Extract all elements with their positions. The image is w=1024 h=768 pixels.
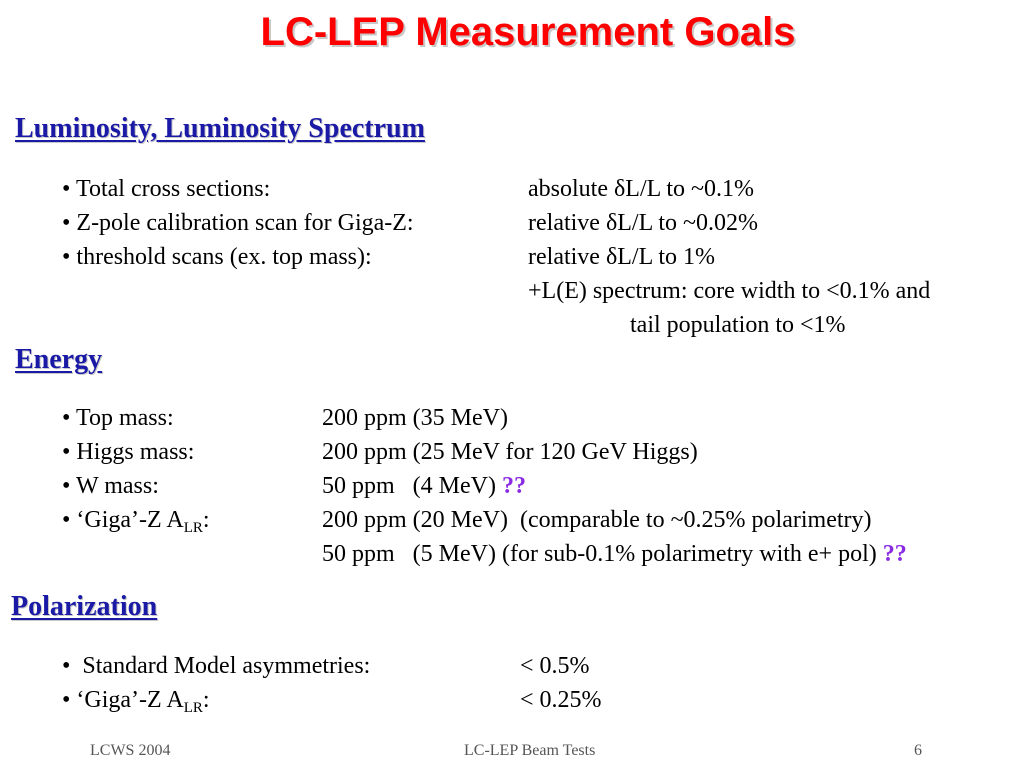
value-text: 50 ppm (5 MeV) (for sub-0.1% polarimetry with e+ pol) — [322, 541, 877, 567]
footer-center: LC-LEP Beam Tests — [464, 742, 596, 759]
page-number: 6 — [914, 742, 922, 759]
row-value: absolute δL/L to ~0.1% — [528, 176, 755, 202]
row-value — [322, 540, 907, 568]
row-label: • Higgs mass: — [62, 439, 195, 465]
energy-heading: Energy — [15, 344, 103, 375]
luminosity-heading: Luminosity, Luminosity Spectrum — [15, 113, 425, 144]
row-value: +L(E) spectrum: core width to <0.1% and — [528, 278, 931, 304]
label-text: • ‘Giga’-Z A — [62, 507, 184, 533]
row-label: • Total cross sections: — [62, 176, 271, 202]
label-subscript: LR — [183, 520, 203, 536]
row-value: < 0.5% — [520, 653, 590, 679]
value-text: 50 ppm (4 MeV) — [322, 473, 496, 499]
row-value: 200 ppm (20 MeV) (comparable to ~0.25% polarimetry) — [322, 507, 872, 533]
slide-title: LC-LEP Measurement Goals — [260, 10, 796, 54]
label-suffix: : — [202, 507, 210, 533]
row-label: • Standard Model asymmetries: — [62, 653, 371, 679]
row-value: tail population to <1% — [630, 312, 846, 338]
row-value: relative δL/L to ~0.02% — [528, 210, 759, 236]
question-marker: ?? — [501, 473, 526, 499]
row-value: relative δL/L to 1% — [528, 244, 716, 270]
row-label — [62, 506, 210, 534]
row-label: • Z-pole calibration scan for Giga-Z: — [62, 210, 414, 236]
row-value: 200 ppm (25 MeV for 120 GeV Higgs) — [322, 439, 698, 465]
footer-left: LCWS 2004 — [90, 742, 171, 759]
label-suffix: : — [202, 687, 210, 713]
row-value — [322, 472, 526, 500]
row-label: • threshold scans (ex. top mass): — [62, 244, 372, 270]
row-label: • Top mass: — [62, 405, 174, 431]
row-value: 200 ppm (35 MeV) — [322, 405, 508, 431]
row-label — [62, 686, 210, 714]
label-subscript: LR — [183, 700, 203, 716]
row-value: < 0.25% — [520, 687, 602, 713]
question-marker: ?? — [882, 541, 907, 567]
label-text: • ‘Giga’-Z A — [62, 687, 184, 713]
row-label: • W mass: — [62, 473, 159, 499]
polarization-heading: Polarization — [11, 591, 158, 622]
